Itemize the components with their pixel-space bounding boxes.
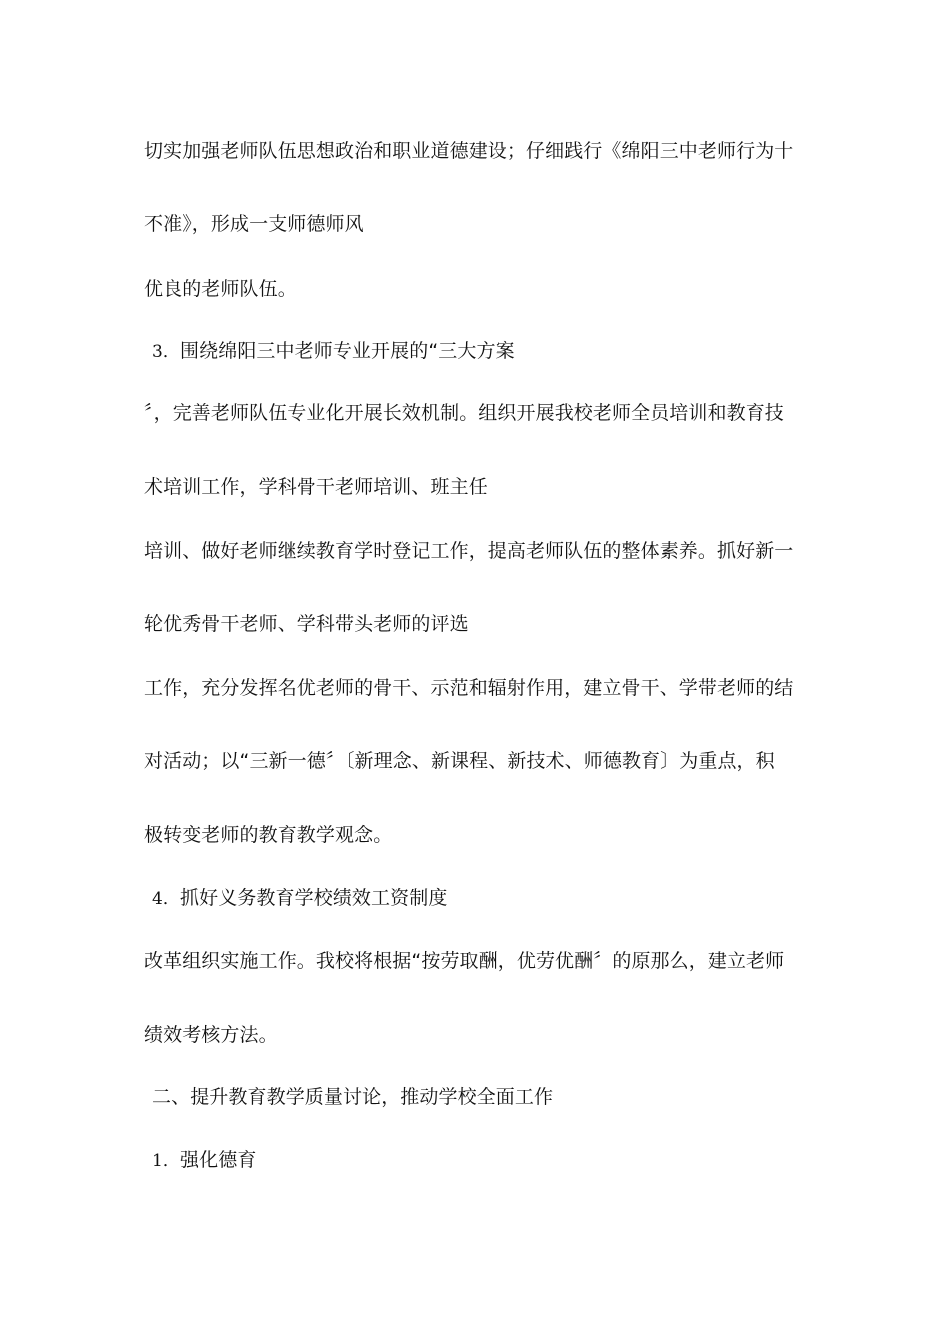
paragraph-line: 培训、做好老师继续教育学时登记工作，提高老师队伍的整体素养。抓好新一 <box>144 540 794 562</box>
item-number: 1． <box>152 1151 181 1171</box>
paragraph-line: 极转变老师的教育教学观念。 <box>144 824 393 846</box>
item-number: 4． <box>152 889 181 909</box>
paragraph-line: 改革组织实施工作。我校将根据“按劳取酬，优劳优酬〞的原那么，建立老师 <box>144 950 785 972</box>
paragraph-line: 绩效考核方法。 <box>144 1024 278 1046</box>
paragraph-line: 优良的老师队伍。 <box>144 278 297 300</box>
paragraph-line: 轮优秀骨干老师、学科带头老师的评选 <box>144 613 469 635</box>
numbered-item-4 <box>152 886 812 911</box>
item-number: 3． <box>152 342 181 362</box>
item-text: 抓好义务教育学校绩效工资制度 <box>180 887 448 909</box>
paragraph-line: 不准》，形成一支师德师风 <box>144 213 364 235</box>
paragraph-line: 对活动；以“三新一德〞〔新理念、新课程、新技术、师德教育〕为重点，积 <box>144 750 775 772</box>
numbered-item-3 <box>152 339 812 364</box>
section-heading: 二、提升教育教学质量讨论，推动学校全面工作 <box>152 1086 554 1108</box>
paragraph-line: 〞，完善老师队伍专业化开展长效机制。组织开展我校老师全员培训和教育技 <box>144 402 784 424</box>
item-text: 围绕绵阳三中老师专业开展的“三大方案 <box>180 340 515 362</box>
paragraph-line: 术培训工作，学科骨干老师培训、班主任 <box>144 476 488 498</box>
paragraph-line: 工作，充分发挥名优老师的骨干、示范和辐射作用，建立骨干、学带老师的结 <box>144 677 794 699</box>
numbered-item-1 <box>152 1148 812 1173</box>
item-text: 强化德育 <box>180 1149 257 1171</box>
paragraph-line: 切实加强老师队伍思想政治和职业道德建设；仔细践行《绵阳三中老师行为十 <box>144 140 794 162</box>
